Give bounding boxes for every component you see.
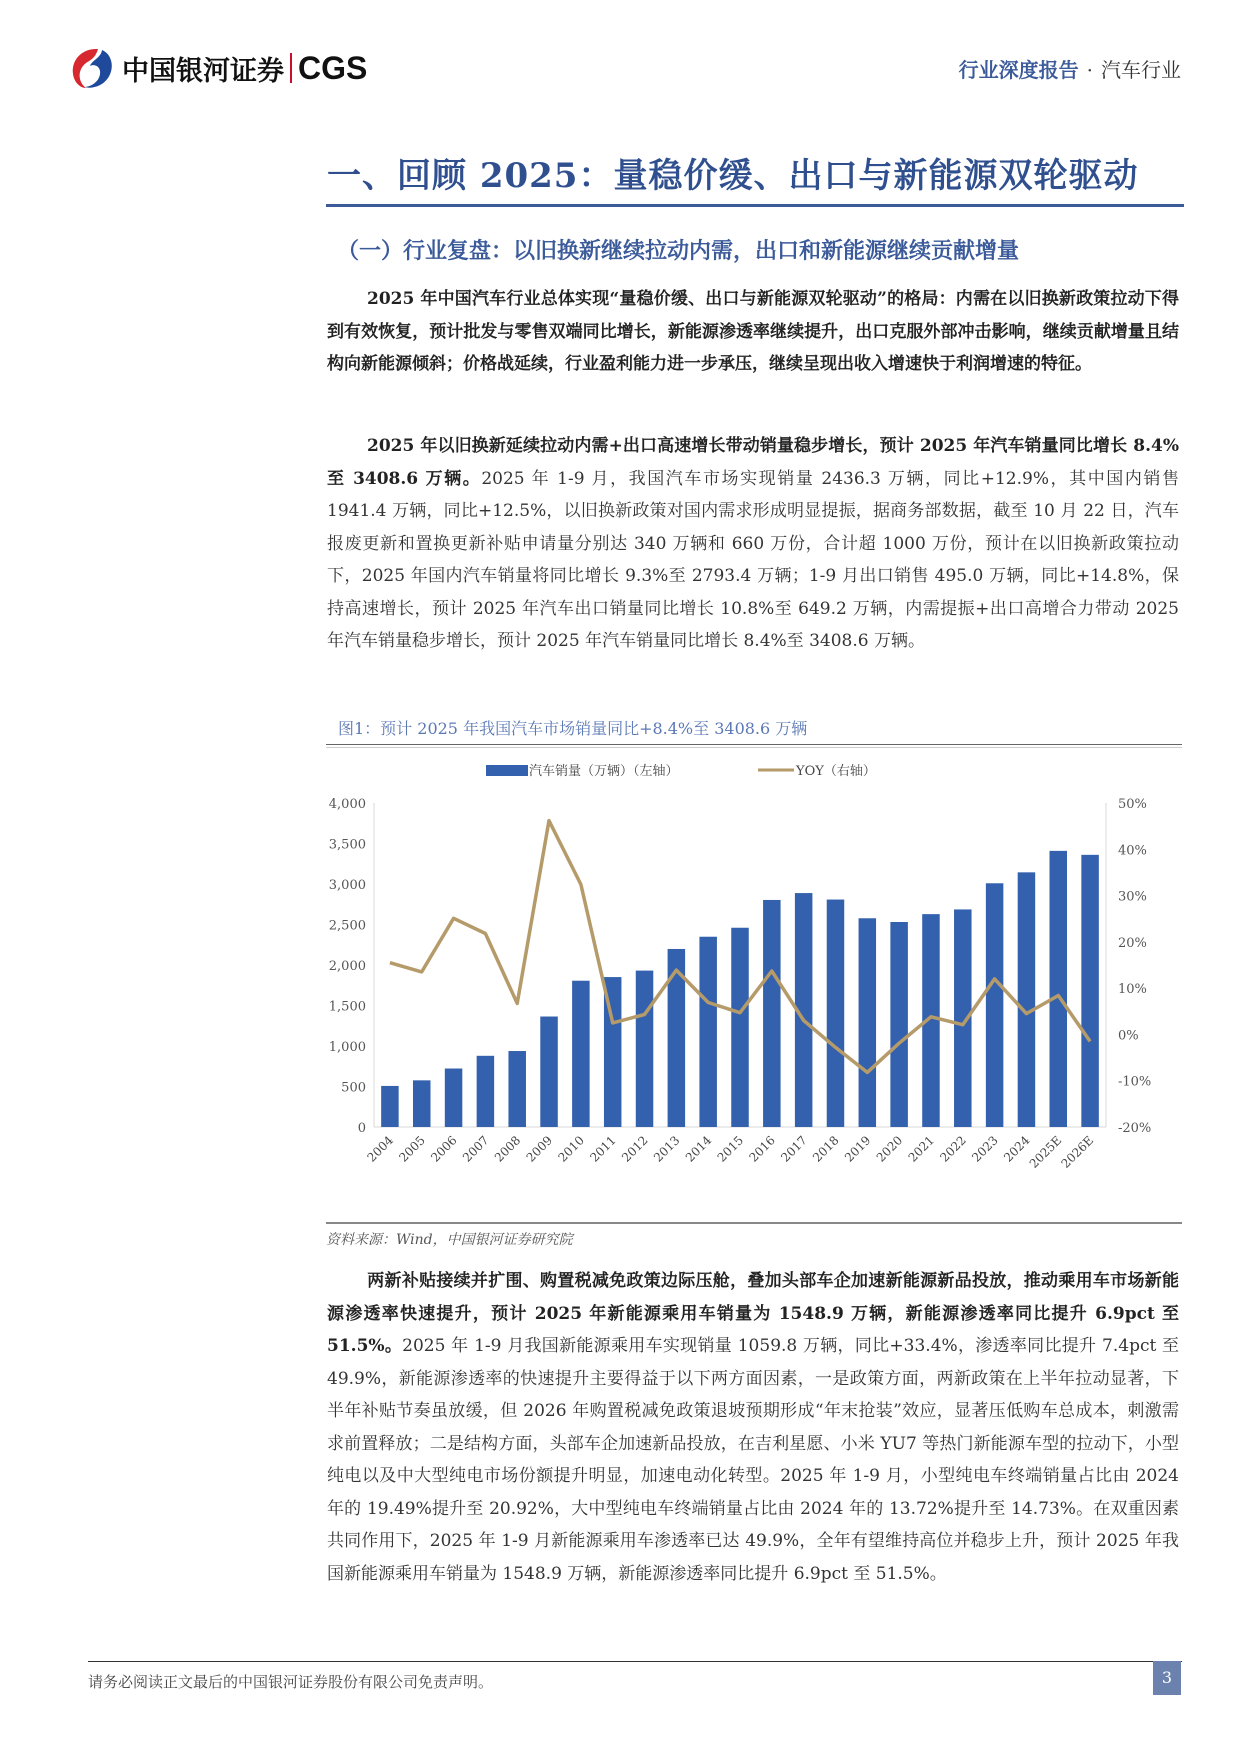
heading-divider: [326, 204, 1184, 207]
left-axis-tick: 3,000: [328, 878, 366, 893]
nev-bold-text: 两新补贴接续并扩围、购置税减免政策边际压舱，叠加头部车企加速新能源新品投放，推动乘用车市场新能源渗透率快速提升，预计 2025 年新能源乘用车销量为 1548.9 万辆，新能源渗透率同比提升 6.9pct 至 51.5%。: [327, 1271, 1179, 1356]
left-axis-tick: 0: [357, 1121, 366, 1136]
x-axis-label: 2013: [650, 1133, 683, 1165]
x-axis-label: 2023: [969, 1133, 1001, 1165]
sales-bar: [1081, 855, 1099, 1127]
sales-bar: [827, 900, 845, 1127]
legend-line-label: YOY（右轴）: [796, 764, 876, 779]
sales-bar: [986, 883, 1004, 1127]
x-axis-label: 2016: [746, 1133, 778, 1165]
sales-bar: [540, 1017, 558, 1127]
x-axis-label: 2024: [1001, 1133, 1033, 1165]
sales-bar: [1050, 851, 1068, 1127]
cgs-logo: [68, 46, 367, 90]
sales-forecast-text: 2025 年 1-9 月，我国汽车市场实现销量 2436.3 万辆，同比+12.9%，其中国内销售 1941.4 万辆，同比+12.5%，以旧换新政策对国内需求形成明显提振，据商务部数据，截至 10 月 22 日，汽车报废更新和置换更新补贴申请量分别达 340 万辆和 660 万份，合计超 1000 万份，预计在以旧换新政策拉动下，2025 年国内汽车销量将同比增长 9.3%至 2793.4 万辆；1-9 月出口销售 495.0 万辆，同比+14.8%，保持高速增长，预计 2025 年汽车出口销量同比增长 10.8%至 649.2 万辆，内需提振+出口高增合力带动 2025 年汽车销量稳步增长，预计 2025 年汽车销量同比增长 8.4%至 3408.6 万辆。: [327, 468, 1180, 651]
sales-yoy-chart: [326, 760, 1182, 1215]
footer-divider: [88, 1661, 1182, 1662]
left-axis-tick: 3,500: [328, 837, 366, 853]
x-axis-label: 2015: [714, 1133, 747, 1165]
legend-bar-label: 汽车销量（万辆）（左轴）: [529, 764, 679, 779]
separator-dot: ·: [1086, 58, 1093, 82]
left-axis-tick: 1,000: [328, 1040, 366, 1055]
report-category: [959, 54, 1181, 83]
x-axis-label: 2006: [428, 1133, 460, 1165]
paragraph-nev: [327, 1265, 1179, 1590]
legend-bar-swatch: [486, 765, 528, 776]
x-axis-label: 2020: [873, 1133, 906, 1165]
figure-bottom-rule: [326, 1222, 1182, 1224]
figure-top-rule-secondary: [326, 747, 1182, 748]
x-axis-label: 2017: [778, 1133, 810, 1165]
sales-forecast-bold: 2025 年以旧换新延续拉动内需+出口高速增长带动销量稳步增长，预计 2025 年汽车销量同比增长 8.4%至 3408.6 万辆。: [327, 436, 1179, 489]
figure-title: 图1：预计 2025 年我国汽车市场销量同比+8.4%至 3408.6 万辆: [338, 719, 808, 738]
page-header: [0, 0, 1241, 110]
left-axis-tick: 2,500: [328, 918, 366, 934]
x-axis-label: 2025E: [1026, 1133, 1065, 1171]
sales-bar: [413, 1080, 431, 1127]
x-axis-label: 2022: [937, 1133, 969, 1165]
left-axis-tick: 2,000: [328, 959, 366, 974]
x-axis-label: 2026E: [1058, 1133, 1097, 1171]
sales-bar: [636, 971, 654, 1127]
x-axis-label: 2010: [555, 1133, 587, 1165]
sales-bar: [572, 981, 590, 1127]
cgs-logo-icon: [68, 46, 116, 90]
x-axis-label: 2004: [364, 1133, 397, 1165]
left-axis-tick: 4,000: [328, 797, 366, 812]
x-axis-label: 2021: [905, 1133, 938, 1165]
report-type-label: 行业深度报告: [958, 58, 1079, 82]
section-heading: 一、回顾 2025：量稳价缓、出口与新能源双轮驱动: [327, 156, 1139, 196]
footer-disclaimer: 请务必阅读正文最后的中国银河证券股份有限公司免责声明。: [88, 1673, 494, 1691]
figure-source: 资料来源：Wind，中国银河证券研究院: [326, 1232, 573, 1248]
sales-bar: [731, 928, 749, 1127]
chart-canvas: [326, 760, 1182, 1215]
logo-english-name: CGS: [298, 49, 368, 86]
industry-label: 汽车行业: [1101, 58, 1181, 82]
x-axis-label: 2019: [841, 1133, 874, 1165]
x-axis-label: 2012: [619, 1133, 651, 1165]
right-axis-tick: 20%: [1118, 935, 1147, 951]
right-axis-tick: 40%: [1118, 843, 1147, 859]
sales-bar: [381, 1086, 399, 1127]
summary-bold-text: 2025 年中国汽车行业总体实现“量稳价缓、出口与新能源双轮驱动”的格局：内需在以旧换新政策拉动下得到有效恢复，预计批发与零售双端同比增长，新能源渗透率继续提升，出口克服外部冲击影响，继续贡献增量且结构向新能源倾斜；价格战延续，行业盈利能力进一步承压，继续呈现出收入增速快于利润增速的特征。: [327, 289, 1179, 374]
logo-chinese-name: 中国银河证券: [122, 55, 284, 87]
x-axis-label: 2005: [396, 1133, 428, 1165]
sales-bar: [508, 1051, 526, 1127]
figure-top-rule: [326, 744, 1182, 745]
x-axis-label: 2014: [682, 1133, 715, 1165]
subsection-heading: （一）行业复盘：以旧换新继续拉动内需，出口和新能源继续贡献增量: [337, 238, 1020, 264]
right-axis-tick: -20%: [1118, 1121, 1152, 1136]
x-axis-label: 2011: [587, 1133, 619, 1165]
sales-bar: [1018, 872, 1036, 1127]
right-axis-tick: -10%: [1118, 1074, 1152, 1090]
x-axis-label: 2009: [523, 1133, 556, 1165]
right-axis-tick: 50%: [1118, 797, 1147, 812]
x-axis-label: 2008: [491, 1133, 524, 1165]
right-axis-tick: 0%: [1118, 1028, 1139, 1044]
sales-bar: [699, 937, 717, 1127]
paragraph-summary: [327, 283, 1179, 381]
left-axis-tick: 500: [341, 1080, 366, 1096]
x-axis-label: 2018: [810, 1133, 842, 1165]
paragraph-sales-forecast: [327, 430, 1179, 658]
logo-separator: [290, 53, 292, 83]
x-axis-label: 2007: [460, 1133, 492, 1165]
sales-bar: [859, 918, 877, 1127]
right-axis-tick: 30%: [1118, 889, 1147, 905]
nev-text: 2025 年 1-9 月我国新能源乘用车实现销量 1059.8 万辆，同比+33.4%，渗透率同比提升 7.4pct 至 49.9%，新能源渗透率的快速提升主要得益于以下两方面因素，一是政策方面，两新政策在上半年拉动显著，下半年补贴节奏虽放缓，但 2026 年购置税减免政策退坡预期形成“年末抢装”效应，显著压低购车总成本，刺激需求前置释放；二是结构方面，头部车企加速新品投放，在吉利星愿、小米 YU7 等热门新能源车型的拉动下，小型纯电以及中大型纯电市场份额提升明显，加速电动化转型。2025 年 1-9 月，小型纯电车终端销量占比由 2024 年的 19.49%提升至 20.92%，大中型纯电车终端销量占比由 2024 年的 13.72%提升至 14.73%。在双重因素共同作用下，2025 年 1-9 月新能源乘用车渗透率已达 49.9%，全年有望维持高位并稳步上升，预计 2025 年我国新能源乘用车销量为 1548.9 万辆，新能源渗透率同比提升 6.9pct 至 51.5%。: [327, 1336, 1180, 1584]
right-axis-tick: 10%: [1118, 982, 1147, 998]
left-axis-tick: 1,500: [328, 999, 366, 1015]
sales-bar: [890, 922, 908, 1127]
sales-bar: [477, 1056, 495, 1127]
page-number: 3: [1153, 1661, 1181, 1695]
sales-bar: [445, 1069, 463, 1127]
sales-bar: [763, 900, 781, 1127]
